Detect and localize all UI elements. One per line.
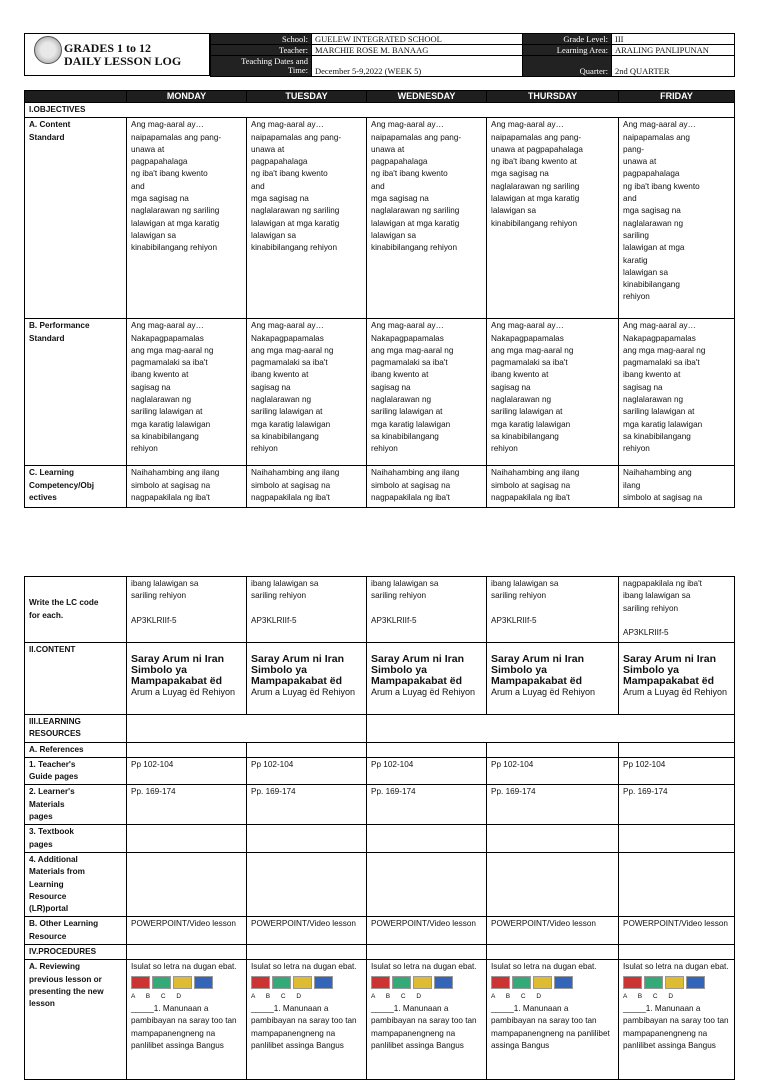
procedures-cell [487, 945, 619, 960]
content-standard-cell: Ang mag-aaral ay… naipapamalas ang pang- unawa at pagpapahalaga ng iba't ibang kwento and mga sagisag na naglalarawan ng sariling lalawigan at mga karatig lalawigan sa kinabibilangang rehiyon [247, 118, 367, 319]
review-choices: A B C D [623, 992, 674, 1000]
dates-label [211, 56, 312, 77]
additional-materials-cell [367, 852, 487, 916]
performance-standard-cell: Ang mag-aaral ay… Nakapagpapamalas ang mga mag-aaral ng pagmamalaki sa iba't ibang kwento at sagisag na naglalarawan ng sariling lalawigan at mga karatig lalawigan sa kinabibilangang rehiyon [127, 319, 247, 466]
review-choices: A B C D [131, 992, 182, 1000]
dates-label-line1: Teaching Dates and [241, 56, 308, 66]
procedures-cell [127, 945, 247, 960]
review-task: _____1. Manunaan a pambibayan na saray too tan mampapanengneng na panlilibet assinga Bangus [371, 1003, 477, 1050]
other-resources-cell: POWERPOINT/Video lesson [487, 917, 619, 945]
school-label: School: [211, 34, 312, 45]
grade-level-value: III [612, 34, 735, 45]
deped-seal-icon [34, 36, 62, 64]
textbook-cell [619, 825, 735, 853]
references-cell [487, 742, 619, 757]
review-images [623, 976, 730, 989]
other-resources-cell: POWERPOINT/Video lesson [127, 917, 247, 945]
header-info-table [210, 33, 735, 77]
day-header-friday: FRIDAY [619, 91, 735, 103]
teacher-value: MARCHIE ROSE M. BANAAG [312, 45, 523, 56]
dates-label-line2: Time: [287, 65, 308, 75]
content-cell [487, 643, 619, 715]
day-header-monday: MONDAY [127, 91, 247, 103]
learning-area-label: Learning Area: [523, 45, 612, 56]
competency-cell: Naihahambing ang ilang simbolo at sagisag na nagpapakilala ng iba't [247, 466, 367, 508]
references-cell [127, 742, 247, 757]
review-choices: A B C D [491, 992, 542, 1000]
learners-materials-cell: Pp. 169-174 [127, 785, 247, 825]
review-task: _____1. Manunaan a pambibayan na saray too tan mampapanengneng na panlilibet assinga Bangus [131, 1003, 237, 1050]
content-cell [619, 643, 735, 715]
teachers-guide-label: 1. Teacher's Guide pages [25, 757, 127, 785]
lesson-table-page1 [24, 90, 735, 508]
content-cell [247, 643, 367, 715]
review-cell [127, 960, 247, 1080]
content-cell [127, 643, 247, 715]
performance-standard-cell: Ang mag-aaral ay… Nakapagpapamalas ang mga mag-aaral ng pagmamalaki sa iba't ibang kwento at sagisag na naglalarawan ng sariling lalawigan at mga karatig lalawigan sa kinabibilangang rehiyon [487, 319, 619, 466]
learners-materials-label: 2. Learner's Materials pages [25, 785, 127, 825]
references-cell [247, 742, 367, 757]
review-task: _____1. Manunaan a pambibayan na saray too tan mampapanengneng na panlilibet assinga Bangus [251, 1003, 357, 1050]
content-standard-cell: Ang mag-aaral ay… naipapamalas ang pang- unawa at pagpapahalaga ng iba't ibang kwento and mga sagisag na naglalarawan ng sariling lalawigan at mga karatig lalawigan sa kinabibilangang rehiyon [619, 118, 735, 319]
content-subtitle: Arum a Luyag ëd Rehiyon [491, 687, 596, 697]
content-standard-label: A. Content Standard [25, 118, 127, 319]
procedures-label: IV.PROCEDURES [25, 945, 127, 960]
content-title: Saray Arum ni Iran Simbolo ya Mampapakabat ëd [371, 653, 464, 687]
performance-standard-label: B. Performance Standard [25, 319, 127, 466]
school-value: GUELEW INTEGRATED SCHOOL [312, 34, 523, 45]
content-title: Saray Arum ni Iran Simbolo ya Mampapakabat ëd [251, 653, 344, 687]
review-instruction: Isulat so letra na dugan ebat. [131, 962, 237, 972]
grade-level-label: Grade Level: [523, 34, 612, 45]
lc-code-cell: nagpapakilala ng iba't ibang lalawigan sa sariling rehiyon AP3KLRIIf-5 [619, 577, 735, 643]
review-images [371, 976, 482, 989]
review-cell [487, 960, 619, 1080]
references-label: A. References [25, 742, 127, 757]
review-cell [367, 960, 487, 1080]
review-instruction: Isulat so letra na dugan ebat. [251, 962, 357, 972]
content-standard-cell: Ang mag-aaral ay… naipapamalas ang pang- unawa at pagpapahalaga ng iba't ibang kwento and mga sagisag na naglalarawan ng sariling lalawigan at mga karatig lalawigan sa kinabibilangang rehiyon [127, 118, 247, 319]
additional-materials-cell [247, 852, 367, 916]
review-choices: A B C D [371, 992, 422, 1000]
review-images [131, 976, 242, 989]
performance-standard-cell: Ang mag-aaral ay… Nakapagpapamalas ang mga mag-aaral ng pagmamalaki sa iba't ibang kwento at sagisag na naglalarawan ng sariling lalawigan at mga karatig lalawigan sa kinabibilangang rehiyon [619, 319, 735, 466]
dates-value: December 5-9,2022 (WEEK 5) [312, 56, 523, 77]
review-task: _____1. Manunaan a pambibayan na saray too tan mampapanengneng na panlilibet assinga Bangus [491, 1003, 610, 1050]
additional-materials-label: 4. Additional Materials from Learning Resource (LR)portal [25, 852, 127, 916]
other-resources-cell: POWERPOINT/Video lesson [367, 917, 487, 945]
header-title-line1: GRADES 1 to 12 [64, 41, 152, 55]
lc-code-label: Write the LC code for each. [25, 577, 127, 643]
learners-materials-cell: Pp. 169-174 [367, 785, 487, 825]
other-resources-label: B. Other Learning Resource [25, 917, 127, 945]
corner-cell [25, 91, 127, 103]
teachers-guide-cell: Pp 102-104 [127, 757, 247, 785]
competency-cell: Naihahambing ang ilang simbolo at sagisag na nagpapakilala ng iba't [487, 466, 619, 508]
content-subtitle: Arum a Luyag ëd Rehiyon [371, 687, 476, 697]
other-resources-cell: POWERPOINT/Video lesson [619, 917, 735, 945]
teachers-guide-cell: Pp 102-104 [487, 757, 619, 785]
learners-materials-cell: Pp. 169-174 [619, 785, 735, 825]
references-cell [367, 742, 487, 757]
review-images [491, 976, 614, 989]
content-title: Saray Arum ni Iran Simbolo ya Mampapakabat ëd [623, 653, 716, 687]
review-instruction: Isulat so letra na dugan ebat. [371, 962, 477, 972]
competency-cell: Naihahambing ang ilang simbolo at sagisag na nagpapakilala ng iba't [127, 466, 247, 508]
day-header-tuesday: TUESDAY [247, 91, 367, 103]
review-cell [247, 960, 367, 1080]
teacher-label: Teacher: [211, 45, 312, 56]
teachers-guide-cell: Pp 102-104 [247, 757, 367, 785]
day-header-thursday: THURSDAY [487, 91, 619, 103]
references-cell [619, 742, 735, 757]
textbook-cell [247, 825, 367, 853]
textbook-cell [487, 825, 619, 853]
resources-label: III.LEARNING RESOURCES [25, 715, 127, 743]
review-instruction: Isulat so letra na dugan ebat. [491, 962, 597, 972]
review-task: _____1. Manunaan a pambibayan na saray too tan mampapanengneng na panlilibet assinga Bangus [623, 1003, 729, 1050]
teachers-guide-cell: Pp 102-104 [367, 757, 487, 785]
learning-area-value: ARALING PANLIPUNAN [612, 45, 735, 56]
content-title: Saray Arum ni Iran Simbolo ya Mampapakabat ëd [491, 653, 584, 687]
textbook-label: 3. Textbook pages [25, 825, 127, 853]
procedures-cell [247, 945, 367, 960]
day-header-wednesday: WEDNESDAY [367, 91, 487, 103]
resources-cell [367, 715, 735, 743]
lesson-table-page2 [24, 576, 735, 1080]
header-title-line2: DAILY LESSON LOG [64, 54, 182, 68]
competency-label: C. Learning Competency/Obj ectives [25, 466, 127, 508]
content-subtitle: Arum a Luyag ëd Rehiyon [623, 687, 728, 697]
lc-code-cell: ibang lalawigan sa sariling rehiyon AP3KLRIIf-5 [487, 577, 619, 643]
content-subtitle: Arum a Luyag ëd Rehiyon [131, 687, 236, 697]
textbook-cell [127, 825, 247, 853]
content-cell [367, 643, 487, 715]
competency-cell: Naihahambing ang ilang simbolo at sagisag na [619, 466, 735, 508]
lc-code-cell: ibang lalawigan sa sariling rehiyon AP3KLRIIf-5 [367, 577, 487, 643]
textbook-cell [367, 825, 487, 853]
review-cell [619, 960, 735, 1080]
additional-materials-cell [487, 852, 619, 916]
learners-materials-cell: Pp. 169-174 [487, 785, 619, 825]
performance-standard-cell: Ang mag-aaral ay… Nakapagpapamalas ang mga mag-aaral ng pagmamalaki sa iba't ibang kwento at sagisag na naglalarawan ng sariling lalawigan at mga karatig lalawigan sa kinabibilangang rehiyon [367, 319, 487, 466]
lc-code-cell: ibang lalawigan sa sariling rehiyon AP3KLRIIf-5 [247, 577, 367, 643]
review-choices: A B C D [251, 992, 302, 1000]
content-standard-cell: Ang mag-aaral ay… naipapamalas ang pang- unawa at pagpapahalaga ng iba't ibang kwento and mga sagisag na naglalarawan ng sariling lalawigan at mga karatig lalawigan sa kinabibilangang rehiyon [367, 118, 487, 319]
procedures-cell [367, 945, 487, 960]
competency-cell: Naihahambing ang ilang simbolo at sagisag na nagpapakilala ng iba't [367, 466, 487, 508]
review-instruction: Isulat so letra na dugan ebat. [623, 962, 729, 972]
review-lesson-label: A. Reviewing previous lesson or presenting the new lesson [25, 960, 127, 1080]
content-standard-cell: Ang mag-aaral ay… naipapamalas ang pang- unawa at pagpapahalaga ng iba't ibang kwento at mga sagisag na naglalarawan ng sariling lalawigan at mga karatig lalawigan sa kinabibilangang rehiyon [487, 118, 619, 319]
procedures-cell [619, 945, 735, 960]
resources-cell [127, 715, 367, 743]
quarter-value: 2nd QUARTER [612, 56, 735, 77]
content-title: Saray Arum ni Iran Simbolo ya Mampapakabat ëd [131, 653, 224, 687]
other-resources-cell: POWERPOINT/Video lesson [247, 917, 367, 945]
content-label: II.CONTENT [25, 643, 127, 715]
learners-materials-cell: Pp. 169-174 [247, 785, 367, 825]
additional-materials-cell [619, 852, 735, 916]
header-title [64, 42, 181, 68]
section-objectives: I.OBJECTIVES [25, 103, 735, 118]
review-images [251, 976, 362, 989]
performance-standard-cell: Ang mag-aaral ay… Nakapagpapamalas ang mga mag-aaral ng pagmamalaki sa iba't ibang kwento at sagisag na naglalarawan ng sariling lalawigan at mga karatig lalawigan sa kinabibilangang rehiyon [247, 319, 367, 466]
lc-code-cell: ibang lalawigan sa sariling rehiyon AP3KLRIIf-5 [127, 577, 247, 643]
teachers-guide-cell: Pp 102-104 [619, 757, 735, 785]
content-subtitle: Arum a Luyag ëd Rehiyon [251, 687, 356, 697]
additional-materials-cell [127, 852, 247, 916]
quarter-label: Quarter: [523, 56, 612, 77]
